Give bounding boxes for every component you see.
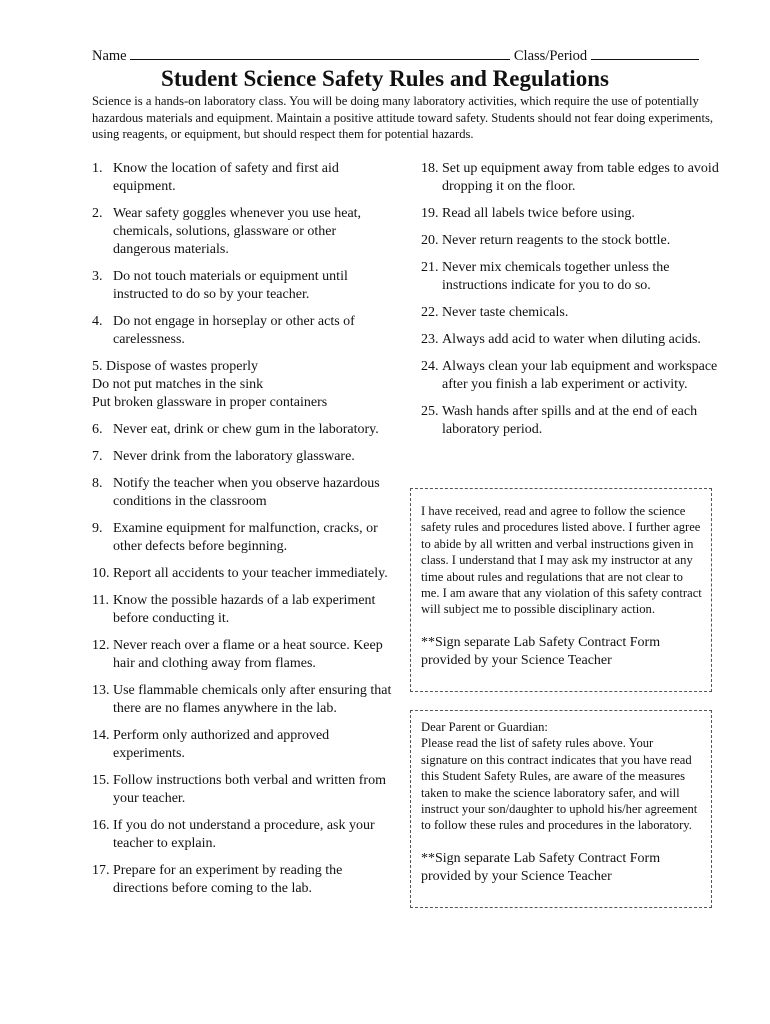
rule-text: Examine equipment for malfunction, cracks, or other defects before beginning. — [113, 521, 378, 554]
rule-item — [92, 268, 392, 304]
rule-text: Notify the teacher when you observe hazardous conditions in the classroom — [113, 476, 380, 509]
rule-item — [92, 637, 392, 673]
rule-number: 22. — [421, 305, 439, 320]
intro-paragraph: Science is a hands-on laboratory class. You will be doing many laboratory activities, which require the use of potentially hazardous materials and equipment. Maintain a positive attitude toward safety. Students should not fear doing experiments, using reagents, or equipment, but should respect them for potential hazards. — [92, 94, 714, 141]
rule-number: 10. — [92, 566, 110, 581]
rule-number: 9. — [92, 521, 103, 536]
rule-text: Know the possible hazards of a lab experiment before conducting it. — [113, 593, 376, 626]
rule-5-block — [92, 358, 392, 412]
rule-item — [92, 160, 392, 196]
rule-text: Never reach over a flame or a heat source. Keep hair and clothing away from flames. — [113, 638, 383, 671]
rule-item — [421, 259, 721, 295]
rule-item — [92, 421, 392, 439]
rule-item — [421, 304, 721, 322]
page-title: Student Science Safety Rules and Regulations — [161, 66, 609, 91]
rule-text: Prepare for an experiment by reading the directions before coming to the lab. — [113, 863, 343, 896]
rule-text: Do not engage in horseplay or other acts of carelessness. — [113, 314, 355, 347]
rule-text: Never eat, drink or chew gum in the laboratory. — [113, 422, 379, 437]
rule-item — [421, 403, 721, 439]
rule-item — [421, 232, 721, 250]
parent-sign-note: **Sign separate Lab Safety Contract Form provided by your Science Teacher — [421, 850, 661, 884]
rule-text: Never drink from the laboratory glassware. — [113, 449, 355, 464]
rule-item — [421, 331, 721, 349]
rule-number: 15. — [92, 773, 110, 788]
rule-text: Know the location of safety and first aid equipment. — [113, 161, 339, 194]
rule-number: 25. — [421, 404, 439, 419]
rule-item — [92, 817, 392, 853]
rules-right-column — [421, 160, 721, 448]
student-agreement-text: I have received, read and agree to follow the science safety rules and procedures listed above. I further agree to abide by all written and verbal instructions given in class. I understand that I may ask my instructor at any time about rules and regulations that are not clear to me. I am aware that any violation of this safety contract will subject me to possible disciplinary action. — [421, 504, 702, 617]
rule-item — [421, 160, 721, 196]
class-period-blank-line[interactable] — [591, 47, 699, 60]
class-period-label: Class/Period — [513, 48, 588, 64]
rule-item — [92, 682, 392, 718]
rule-number: 20. — [421, 233, 439, 248]
rule-number: 23. — [421, 332, 439, 347]
rule-5-subline: Do not put matches in the sink — [92, 377, 264, 392]
rule-number: 24. — [421, 359, 439, 374]
rule-text: Always clean your lab equipment and workspace after you finish a lab experiment or activity. — [442, 359, 718, 392]
rule-number: 3. — [92, 269, 103, 284]
rule-5-heading: 5. Dispose of wastes properly — [92, 359, 259, 374]
rule-number: 8. — [92, 476, 103, 491]
rule-text: Report all accidents to your teacher immediately. — [113, 566, 388, 581]
rules-left-column — [92, 160, 392, 907]
rule-item — [92, 727, 392, 763]
rule-number: 12. — [92, 638, 110, 653]
rule-text: Wash hands after spills and at the end of each laboratory period. — [442, 404, 698, 437]
rule-text: If you do not understand a procedure, ask your teacher to explain. — [113, 818, 375, 851]
rule-number: 19. — [421, 206, 439, 221]
student-sign-note: **Sign separate Lab Safety Contract Form provided by your Science Teacher — [421, 634, 661, 668]
rule-item — [92, 592, 392, 628]
rule-number: 13. — [92, 683, 110, 698]
rule-item — [92, 313, 392, 349]
rule-number: 6. — [92, 422, 103, 437]
rule-number: 11. — [92, 593, 109, 608]
name-blank-line[interactable] — [130, 47, 510, 60]
rule-text: Wear safety goggles whenever you use heat, chemicals, solutions, glassware or other dangerous materials. — [113, 206, 362, 257]
name-label: Name — [92, 48, 127, 64]
rule-item — [92, 772, 392, 808]
rule-item — [421, 205, 721, 223]
rule-number: 2. — [92, 206, 103, 221]
rule-number: 7. — [92, 449, 103, 464]
rule-item — [92, 862, 392, 898]
rule-item — [92, 448, 392, 466]
parent-agreement-text: Please read the list of safety rules above. Your signature on this contract indicates that you have read this Student Safety Rules, are aware of the measures taken to make the science laboratory safer, and will instruct your son/daughter to uphold his/her agreement to follow these rules and procedures in the laboratory. — [421, 736, 698, 833]
rule-item — [421, 358, 721, 394]
rule-number: 4. — [92, 314, 103, 329]
rule-number: 17. — [92, 863, 110, 878]
rule-text: Set up equipment away from table edges to avoid dropping it on the floor. — [442, 161, 719, 194]
rule-text: Do not touch materials or equipment until instructed to do so by your teacher. — [113, 269, 348, 302]
rule-item — [92, 475, 392, 511]
rule-number: 1. — [92, 161, 103, 176]
rule-5-subline: Put broken glassware in proper containers — [92, 395, 328, 410]
rule-number: 18. — [421, 161, 439, 176]
rule-text: Never taste chemicals. — [442, 305, 569, 320]
rule-text: Always add acid to water when diluting acids. — [442, 332, 701, 347]
rule-item — [92, 205, 392, 259]
rule-number: 16. — [92, 818, 110, 833]
rule-text: Never return reagents to the stock bottle. — [442, 233, 671, 248]
rule-number: 14. — [92, 728, 110, 743]
parent-greeting: Dear Parent or Guardian: — [421, 720, 548, 734]
rule-text: Follow instructions both verbal and written from your teacher. — [113, 773, 386, 806]
rule-text: Read all labels twice before using. — [442, 206, 635, 221]
header-fields — [92, 47, 712, 65]
rule-text: Never mix chemicals together unless the instructions indicate for you to do so. — [442, 260, 670, 293]
rule-text: Perform only authorized and approved experiments. — [113, 728, 330, 761]
rule-text: Use flammable chemicals only after ensuring that there are no flames anywhere in the lab. — [113, 683, 392, 716]
student-agreement-box — [410, 488, 712, 692]
rule-item — [92, 520, 392, 556]
rule-number: 21. — [421, 260, 439, 275]
parent-agreement-box — [410, 710, 712, 908]
rule-item — [92, 565, 392, 583]
